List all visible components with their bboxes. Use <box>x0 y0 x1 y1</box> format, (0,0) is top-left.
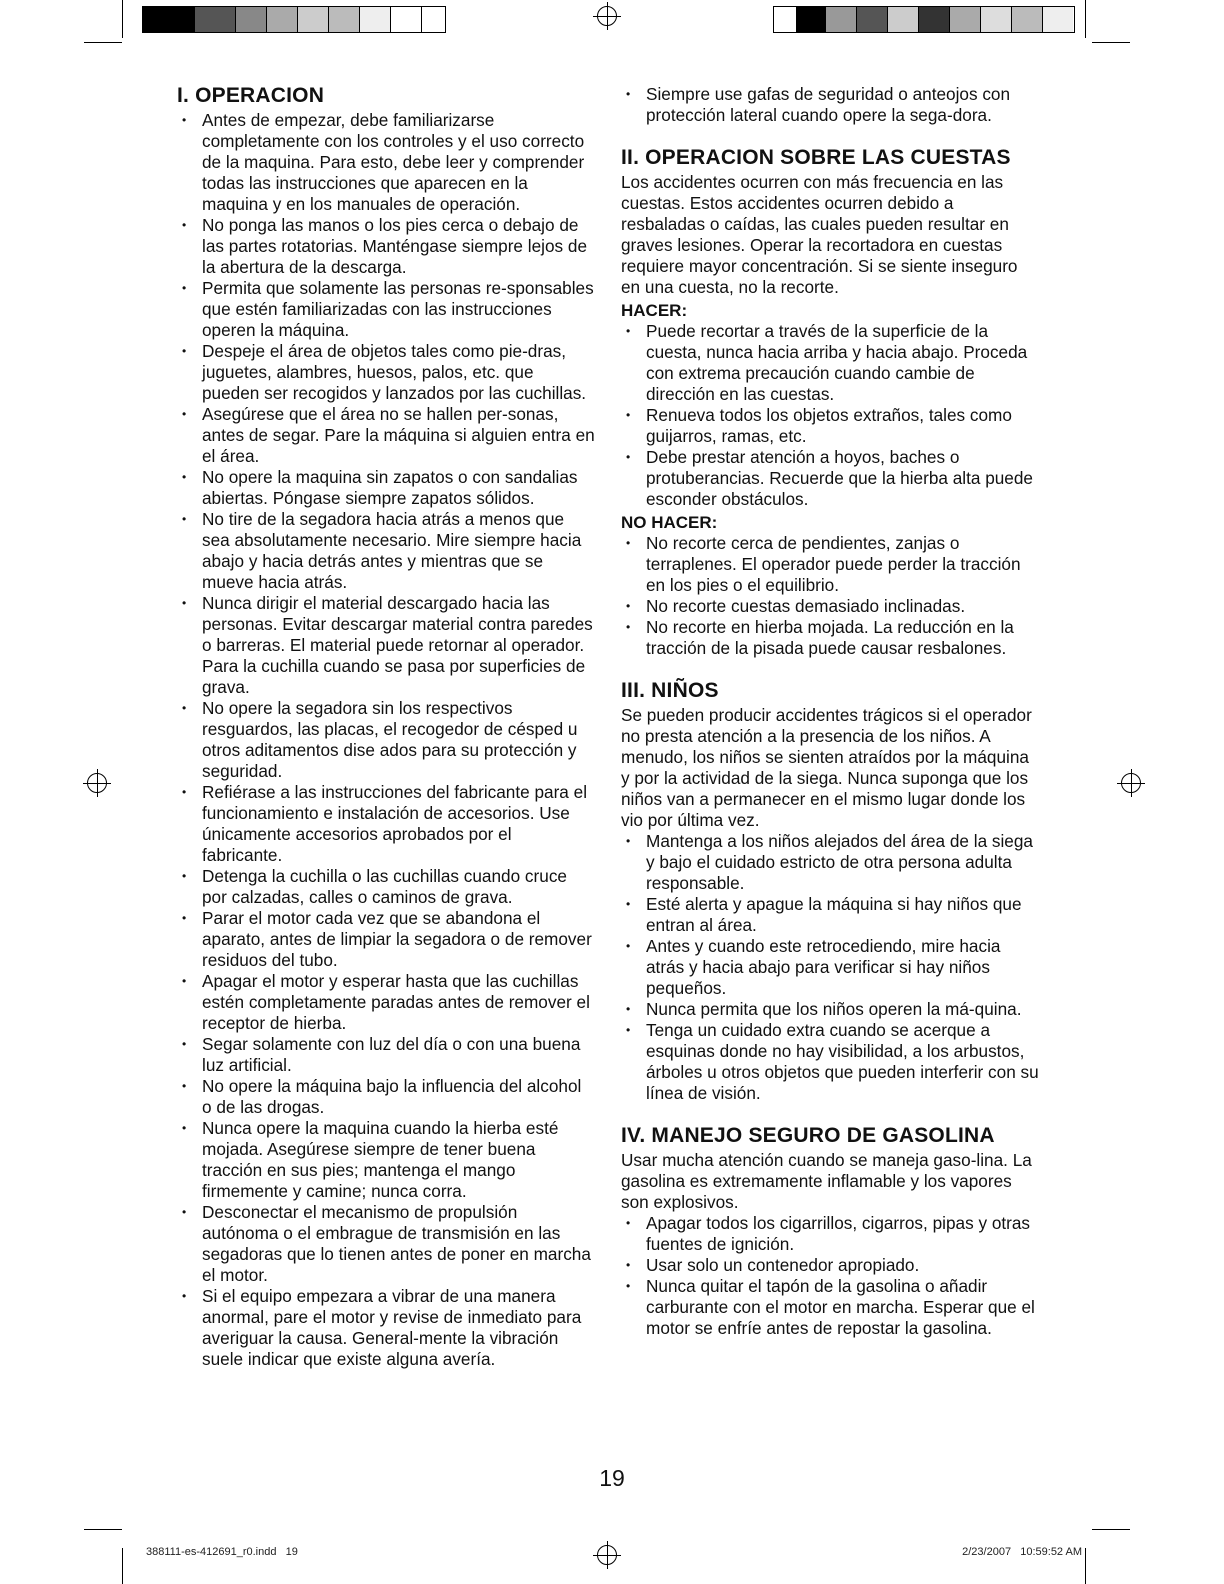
list-item: • Apagar todos los cigarrillos, cigarros, pipas y otras fuentes de ignición. <box>621 1213 1041 1255</box>
bullet-list <box>177 110 595 1370</box>
list-item: • No recorte cuestas demasiado inclinadas. <box>621 596 1041 617</box>
registration-target-icon <box>1121 773 1141 793</box>
section-intro: Usar mucha atención cuando se maneja gaso-lina. La gasolina es extremamente inflamable y los vapores son explosivos. <box>621 1150 1032 1212</box>
list-item: • No ponga las manos o los pies cerca o debajo de las partes rotatorias. Manténgase siempre lejos de la abertura de la descarga. <box>177 215 595 278</box>
registration-target-icon <box>597 6 617 26</box>
list-item: • Nunca quitar el tapón de la gasolina o añadir carburante con el motor en marcha. Esperar que el motor se enfríe antes de repostar la gasolina. <box>621 1276 1041 1339</box>
list-item: • Refiérase a las instrucciones del fabricante para el funcionamiento e instalación de accesorios. Use únicamente accesorios aprobados por el fabricante. <box>177 782 595 866</box>
bullet-list <box>621 84 1041 126</box>
section-title: II. OPERACION SOBRE LAS CUESTAS <box>621 146 1011 169</box>
bullet-list <box>621 831 1041 1104</box>
crop-mark-top-right-h <box>1092 42 1130 43</box>
section-title: I. OPERACION <box>177 84 325 107</box>
list-item: • Puede recortar a través de la superficie de la cuesta, nunca hacia arriba y hacia abajo. Proceda con extrema precaución cuando cambie de dirección en las cuestas. <box>621 321 1041 405</box>
subheading-dont: NO HACER: <box>621 513 718 532</box>
registration-target-icon <box>597 1545 617 1565</box>
list-item: • Nunca opere la maquina cuando la hierba esté mojada. Asegúrese siempre de tener buena tracción en sus pies; mantenga el mango firmemente y camine; nunca corra. <box>177 1118 595 1202</box>
list-item: • Apagar el motor y esperar hasta que las cuchillas estén completamente paradas antes de remover el receptor de hierba. <box>177 971 595 1034</box>
list-item: • Siempre use gafas de seguridad o anteojos con protección lateral cuando opere la sega-dora. <box>621 84 1041 126</box>
list-item: • Usar solo un contenedor apropiado. <box>621 1255 1041 1276</box>
crop-mark-top-right-v <box>1085 0 1086 38</box>
list-item: • Mantenga a los niños alejados del área de la siega y bajo el cuidado estricto de otra persona adulta responsable. <box>621 831 1041 894</box>
section-intro: Se pueden producir accidentes trágicos si el operador no presta atención a la presencia de los niños. A menudo, los niños se sienten atraídos por la máquina y por la actividad de la siega. Nunca suponga que los niños van a permanecer en el mismo lugar donde los vio por última vez. <box>621 705 1032 830</box>
list-item: • Nunca permita que los niños operen la má-quina. <box>621 999 1041 1020</box>
bullet-list <box>621 1213 1041 1339</box>
bullet-list <box>621 321 1041 510</box>
list-item: • Permita que solamente las personas re-sponsables que estén familiarizadas con las instrucciones operen la máquina. <box>177 278 595 341</box>
list-item: • Segar solamente con luz del día o con una buena luz artificial. <box>177 1034 595 1076</box>
registration-target-icon <box>87 773 107 793</box>
page-number: 19 <box>599 1465 625 1491</box>
list-item: • Debe prestar atención a hoyos, baches o protuberancias. Recuerde que la hierba alta puede esconder obstáculos. <box>621 447 1041 510</box>
list-item: • Parar el motor cada vez que se abandona el aparato, antes de limpiar la segadora o de remover residuos del tubo. <box>177 908 595 971</box>
crop-mark-top-left-h <box>84 42 122 43</box>
footer-file-name: 388111-es-412691_r0.indd 19 <box>146 1546 298 1558</box>
list-item: • Despeje el área de objetos tales como pie-dras, juguetes, alambres, huesos, palos, etc. que pueden ser recogidos y lanzados por las cuchillas. <box>177 341 595 404</box>
list-item: • Esté alerta y apague la máquina si hay niños que entran al área. <box>621 894 1041 936</box>
color-bar-right <box>773 6 1075 33</box>
list-item: • Asegúrese que el área no se hallen per-sonas, antes de segar. Pare la máquina si alguien entra en el área. <box>177 404 595 467</box>
list-item: • No opere la máquina bajo la influencia del alcohol o de las drogas. <box>177 1076 595 1118</box>
left-column <box>177 84 595 1370</box>
list-item: • No recorte en hierba mojada. La reducción en la tracción de la pisada puede causar resbalones. <box>621 617 1041 659</box>
bullet-list <box>621 533 1041 659</box>
list-item: • No recorte cerca de pendientes, zanjas o terraplenes. El operador puede perder la tracción en los pies o el equilibrio. <box>621 533 1041 596</box>
section-title: IV. MANEJO SEGURO DE GASOLINA <box>621 1124 995 1147</box>
footer-timestamp: 2/23/2007 10:59:52 AM <box>962 1546 1082 1558</box>
list-item: • Antes de empezar, debe familiarizarse completamente con los controles y el uso correcto de la maquina. Para esto, debe leer y comprender todas las instrucciones que aparecen en la maquina y en los manuales de operación. <box>177 110 595 215</box>
crop-mark-bottom-right-h <box>1092 1529 1130 1530</box>
list-item: • No opere la maquina sin zapatos o con sandalias abiertas. Póngase siempre zapatos sólidos. <box>177 467 595 509</box>
subheading-do: HACER: <box>621 301 688 320</box>
list-item: • Nunca dirigir el material descargado hacia las personas. Evitar descargar material contra paredes o barreras. El material puede retornar al operador. Para la cuchilla cuando se pasa por superficies de grava. <box>177 593 595 698</box>
right-column <box>621 84 1041 1339</box>
crop-mark-bottom-right-v <box>1085 1548 1086 1584</box>
list-item: • No tire de la segadora hacia atrás a menos que sea absolutamente necesario. Mire siempre hacia abajo y hacia detrás antes y mientras que se mueve hacia atrás. <box>177 509 595 593</box>
list-item: • Antes y cuando este retrocediendo, mire hacia atrás y hacia abajo para verificar si hay niños pequeños. <box>621 936 1041 999</box>
list-item: • Desconectar el mecanismo de propulsión autónoma o el embrague de transmisión en las segadoras que lo tienen antes de poner en marcha el motor. <box>177 1202 595 1286</box>
crop-mark-top-left-v <box>122 0 123 38</box>
section-title: III. NIÑOS <box>621 679 719 702</box>
section-intro: Los accidentes ocurren con más frecuencia en las cuestas. Estos accidentes ocurren debido a resbaladas o caídas, las cuales pueden resultar en graves lesiones. Operar la recortadora en cuestas requiere mayor concentración. Si se siente inseguro en una cuesta, no la recorte. <box>621 172 1018 297</box>
list-item: • Tenga un cuidado extra cuando se acerque a esquinas donde no hay visibilidad, a los arbustos, árboles u otros objetos que pueden interferir con su línea de visión. <box>621 1020 1041 1104</box>
list-item: • Si el equipo empezara a vibrar de una manera anormal, pare el motor y revise de inmediato para averiguar la causa. General-mente la vibración suele indicar que existe alguna avería. <box>177 1286 595 1370</box>
crop-mark-bottom-left-v <box>122 1548 123 1584</box>
list-item: • No opere la segadora sin los respectivos resguardos, las placas, el recogedor de césped u otros aditamentos dise ados para su protección y seguridad. <box>177 698 595 782</box>
list-item: • Detenga la cuchilla o las cuchillas cuando cruce por calzadas, calles o caminos de grava. <box>177 866 595 908</box>
crop-mark-bottom-left-h <box>84 1529 122 1530</box>
list-item: • Renueva todos los objetos extraños, tales como guijarros, ramas, etc. <box>621 405 1041 447</box>
color-bar-left <box>142 6 446 33</box>
